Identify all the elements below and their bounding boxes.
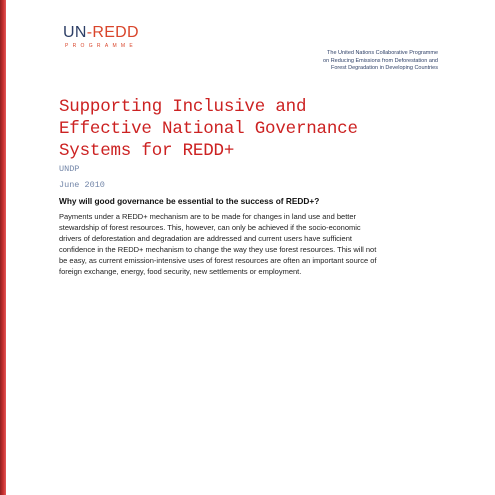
paragraph-line: foreign exchange, energy, food security, new settlements or employment. (59, 266, 302, 276)
paragraph-line: confidence in the REDD+ mechanism to change the way they use forest resources. This will not (59, 244, 377, 254)
paragraph-line: be easy, as current emission-intensive uses of forest resources are often an important source of (59, 255, 377, 265)
paragraph-line: drivers of deforestation and degradation are addressed and current users have sufficient (59, 233, 352, 243)
un-redd-logo (63, 24, 139, 49)
programme-tagline (323, 50, 438, 73)
document-date: June 2010 (59, 180, 105, 190)
logo-redd-text: REDD (92, 24, 139, 41)
paragraph-line: stewardship of forest resources. This, however, can only be achieved if the socio-economic (59, 222, 361, 232)
logo-programme-text: PROGRAMME (65, 43, 138, 49)
title-line: Supporting Inclusive and (59, 97, 307, 117)
tagline-line: The United Nations Collaborative Programme (327, 50, 438, 56)
title-line: Systems for REDD+ (59, 141, 235, 161)
title-line: Effective National Governance (59, 119, 358, 139)
document-title (59, 96, 358, 162)
logo-dash: - (86, 24, 93, 41)
tagline-line: on Reducing Emissions from Deforestation and (323, 57, 438, 64)
tagline-line: Forest Degradation in Developing Countries (330, 65, 438, 71)
document-author: UNDP (59, 164, 80, 174)
paragraph-line: Payments under a REDD+ mechanism are to be made for changes in land use and better (59, 212, 357, 221)
logo-un-text: UN (63, 24, 87, 41)
section-question: Why will good governance be essential to the success of REDD+? (59, 196, 320, 206)
left-red-border (0, 0, 6, 495)
body-paragraph (59, 212, 451, 277)
